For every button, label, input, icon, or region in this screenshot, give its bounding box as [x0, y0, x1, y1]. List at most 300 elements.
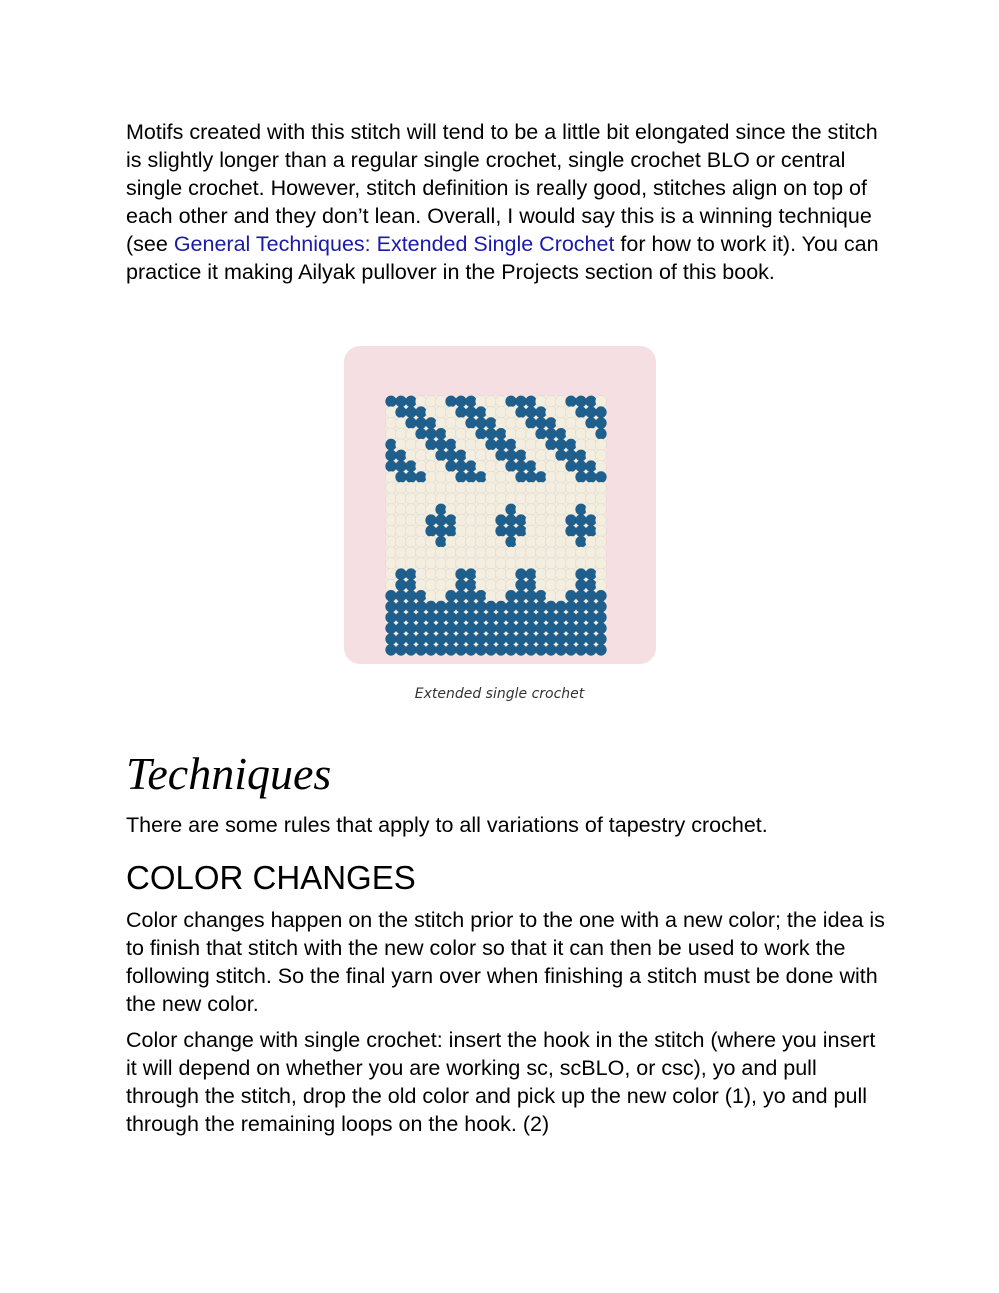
swatch-stitch — [565, 525, 576, 537]
swatch-stitch — [445, 450, 456, 462]
swatch-stitch — [385, 514, 396, 526]
swatch-stitch — [465, 644, 476, 656]
swatch-stitch — [515, 514, 526, 526]
swatch-stitch — [575, 525, 586, 537]
swatch-stitch — [455, 514, 466, 526]
swatch-stitch — [485, 644, 496, 656]
swatch-stitch — [515, 590, 526, 602]
swatch-stitch — [565, 622, 576, 634]
swatch-stitch — [575, 590, 586, 602]
swatch-stitch — [455, 460, 466, 472]
swatch-stitch — [555, 633, 566, 645]
swatch-stitch — [545, 493, 556, 505]
swatch-stitch — [505, 579, 516, 591]
swatch-stitch — [485, 417, 496, 429]
swatch-stitch — [595, 514, 606, 526]
swatch-stitch — [385, 590, 396, 602]
swatch-stitch — [425, 482, 436, 494]
swatch-stitch — [405, 514, 416, 526]
swatch-stitch — [545, 590, 556, 602]
swatch-stitch — [425, 633, 436, 645]
swatch-stitch — [455, 568, 466, 580]
swatch-stitch — [455, 590, 466, 602]
swatch-stitch — [575, 493, 586, 505]
swatch-stitch — [465, 514, 476, 526]
swatch-stitch — [595, 450, 606, 462]
swatch-stitch — [395, 406, 406, 418]
swatch-stitch — [475, 644, 486, 656]
swatch-stitch — [455, 558, 466, 570]
swatch-stitch — [585, 612, 596, 624]
swatch-stitch — [465, 547, 476, 559]
swatch-stitch — [575, 558, 586, 570]
swatch-stitch — [495, 547, 506, 559]
swatch-stitch — [565, 644, 576, 656]
swatch-stitch — [565, 612, 576, 624]
figure-caption: Extended single crochet — [414, 686, 585, 702]
swatch-stitch — [535, 406, 546, 418]
swatch-stitch — [555, 417, 566, 429]
swatch-stitch — [435, 612, 446, 624]
swatch-stitch — [585, 633, 596, 645]
section-intro: There are some rules that apply to all variations of tapestry crochet. — [126, 813, 768, 837]
swatch-stitch — [555, 514, 566, 526]
swatch-stitch — [555, 644, 566, 656]
swatch-stitch — [475, 547, 486, 559]
swatch-stitch — [485, 525, 496, 537]
swatch-stitch — [565, 514, 576, 526]
swatch-stitch — [475, 579, 486, 591]
swatch-stitch — [495, 568, 506, 580]
swatch-stitch — [555, 547, 566, 559]
swatch-stitch — [465, 504, 476, 516]
swatch-stitch — [395, 514, 406, 526]
swatch-stitch — [435, 439, 446, 451]
swatch-stitch — [555, 493, 566, 505]
swatch-stitch — [415, 417, 426, 429]
swatch-stitch — [425, 558, 436, 570]
swatch-stitch — [515, 460, 526, 472]
swatch-stitch — [395, 622, 406, 634]
swatch-stitch — [425, 579, 436, 591]
swatch-stitch — [455, 417, 466, 429]
general-techniques-link[interactable]: General Techniques: Extended Single Crochet — [173, 232, 615, 256]
swatch-stitch — [585, 525, 596, 537]
swatch-stitch — [405, 471, 416, 483]
swatch-stitch — [595, 428, 606, 440]
swatch-stitch — [465, 601, 476, 613]
swatch-stitch — [425, 536, 436, 548]
swatch-stitch — [525, 601, 536, 613]
swatch-stitch — [445, 493, 456, 505]
swatch-stitch — [465, 396, 476, 408]
swatch-stitch — [475, 568, 486, 580]
swatch-stitch — [425, 568, 436, 580]
swatch-stitch — [455, 396, 466, 408]
swatch-stitch — [565, 471, 576, 483]
swatch-stitch — [405, 428, 416, 440]
swatch-stitch — [575, 622, 586, 634]
swatch-stitch — [475, 612, 486, 624]
swatch-stitch — [585, 579, 596, 591]
swatch-stitch — [425, 622, 436, 634]
swatch-stitch — [535, 428, 546, 440]
swatch-stitch — [445, 471, 456, 483]
swatch-stitch — [555, 590, 566, 602]
swatch-stitch — [595, 406, 606, 418]
swatch-stitch — [565, 417, 576, 429]
swatch-stitch — [435, 601, 446, 613]
swatch-stitch — [525, 493, 536, 505]
swatch-stitch — [485, 406, 496, 418]
swatch-stitch — [385, 460, 396, 472]
swatch-stitch — [535, 525, 546, 537]
swatch-stitch — [485, 601, 496, 613]
swatch-stitch — [505, 471, 516, 483]
swatch-stitch — [495, 482, 506, 494]
swatch-stitch — [545, 547, 556, 559]
swatch-stitch — [395, 428, 406, 440]
swatch-stitch — [505, 482, 516, 494]
swatch-stitch — [545, 601, 556, 613]
swatch-stitch — [585, 428, 596, 440]
swatch-stitch — [585, 644, 596, 656]
swatch-stitch — [525, 622, 536, 634]
swatch-stitch — [485, 568, 496, 580]
swatch-stitch — [535, 417, 546, 429]
swatch-stitch — [455, 471, 466, 483]
swatch-stitch — [465, 471, 476, 483]
swatch-stitch — [455, 612, 466, 624]
swatch-stitch — [405, 525, 416, 537]
swatch-stitch — [595, 471, 606, 483]
swatch-stitch — [525, 471, 536, 483]
swatch-stitch — [485, 493, 496, 505]
swatch-stitch — [525, 514, 536, 526]
intro-paragraph — [126, 118, 886, 286]
swatch-stitch — [385, 439, 396, 451]
swatch-stitch — [545, 504, 556, 516]
swatch-stitch — [415, 450, 426, 462]
swatch-stitch — [545, 525, 556, 537]
swatch-stitch — [565, 579, 576, 591]
swatch-stitch — [385, 633, 396, 645]
swatch-stitch — [595, 482, 606, 494]
color-changes-paragraph-1: Color changes happen on the stitch prior to the one with a new color; the idea is to finish that stitch with the new color so that it can then be used to work the following stitch. So the final yarn over when finishing a stitch must be done with the new color. — [126, 908, 885, 1016]
swatch-stitch — [515, 406, 526, 418]
swatch-stitch — [405, 547, 416, 559]
swatch-stitch — [435, 406, 446, 418]
swatch-stitch — [425, 471, 436, 483]
swatch-stitch — [595, 622, 606, 634]
swatch-stitch — [405, 439, 416, 451]
swatch-stitch — [525, 460, 536, 472]
swatch-stitch — [405, 482, 416, 494]
swatch-stitch — [445, 644, 456, 656]
swatch-stitch — [395, 633, 406, 645]
swatch-stitch — [585, 536, 596, 548]
swatch-stitch — [425, 514, 436, 526]
swatch-stitch — [515, 601, 526, 613]
swatch-stitch — [555, 612, 566, 624]
swatch-stitch — [415, 471, 426, 483]
swatch-stitch — [435, 514, 446, 526]
swatch-stitch — [555, 396, 566, 408]
swatch-stitch — [405, 568, 416, 580]
swatch-stitch — [595, 504, 606, 516]
swatch-stitch — [485, 471, 496, 483]
swatch-stitch — [465, 482, 476, 494]
swatch-stitch — [545, 471, 556, 483]
swatch-stitch — [595, 590, 606, 602]
swatch-stitch — [415, 439, 426, 451]
swatch-stitch — [445, 568, 456, 580]
swatch-stitch — [575, 482, 586, 494]
swatch-stitch — [405, 644, 416, 656]
swatch-stitch — [465, 450, 476, 462]
swatch-stitch — [405, 622, 416, 634]
swatch-stitch — [585, 558, 596, 570]
swatch-stitch — [435, 428, 446, 440]
swatch-stitch — [385, 547, 396, 559]
swatch-stitch — [405, 633, 416, 645]
swatch-stitch — [435, 547, 446, 559]
swatch-stitch — [595, 396, 606, 408]
swatch-stitch — [415, 579, 426, 591]
swatch-stitch — [475, 428, 486, 440]
swatch-stitch — [435, 417, 446, 429]
swatch-stitch — [565, 558, 576, 570]
swatch-stitch — [505, 406, 516, 418]
swatch-stitch — [425, 504, 436, 516]
swatch-stitch — [535, 439, 546, 451]
swatch-stitch — [405, 558, 416, 570]
swatch-stitch — [515, 450, 526, 462]
swatch-stitch — [495, 406, 506, 418]
swatch-stitch — [445, 396, 456, 408]
swatch-stitch — [505, 568, 516, 580]
swatch-stitch — [525, 396, 536, 408]
swatch-stitch — [515, 525, 526, 537]
swatch-stitch — [565, 460, 576, 472]
swatch-stitch — [485, 396, 496, 408]
swatch-stitch — [395, 644, 406, 656]
swatch-stitch — [425, 439, 436, 451]
swatch-stitch — [545, 514, 556, 526]
swatch-stitch — [455, 450, 466, 462]
swatch-stitch — [455, 482, 466, 494]
swatch-stitch — [495, 525, 506, 537]
swatch-stitch — [535, 644, 546, 656]
swatch-stitch — [555, 406, 566, 418]
swatch-stitch — [595, 460, 606, 472]
swatch-stitch — [395, 439, 406, 451]
swatch-stitch — [415, 612, 426, 624]
swatch-stitch — [495, 439, 506, 451]
swatch-stitch — [555, 525, 566, 537]
swatch-stitch — [525, 633, 536, 645]
swatch-stitch — [405, 536, 416, 548]
swatch-stitch — [465, 536, 476, 548]
swatch-stitch — [445, 579, 456, 591]
swatch-stitch — [385, 644, 396, 656]
swatch-stitch — [495, 417, 506, 429]
swatch-stitch — [535, 504, 546, 516]
swatch-stitch — [515, 493, 526, 505]
swatch-stitch — [555, 439, 566, 451]
swatch-stitch — [425, 644, 436, 656]
swatch-stitch — [475, 396, 486, 408]
swatch-stitch — [545, 622, 556, 634]
swatch-stitch — [385, 493, 396, 505]
swatch-stitch — [435, 633, 446, 645]
swatch-stitch — [525, 417, 536, 429]
swatch-stitch — [495, 493, 506, 505]
swatch-stitch — [525, 547, 536, 559]
swatch-stitch — [475, 493, 486, 505]
swatch-stitch — [405, 406, 416, 418]
swatch-stitch — [495, 471, 506, 483]
swatch-stitch — [595, 612, 606, 624]
swatch-stitch — [545, 644, 556, 656]
swatch-stitch — [495, 460, 506, 472]
swatch-stitch — [415, 525, 426, 537]
swatch-stitch — [465, 622, 476, 634]
swatch-stitch — [575, 514, 586, 526]
swatch-stitch — [425, 493, 436, 505]
swatch-stitch — [535, 514, 546, 526]
swatch-stitch — [425, 406, 436, 418]
swatch-stitch — [385, 558, 396, 570]
swatch-stitch — [595, 417, 606, 429]
swatch-stitch — [505, 514, 516, 526]
swatch-stitch — [525, 612, 536, 624]
swatch-stitch — [415, 644, 426, 656]
swatch-stitch — [435, 460, 446, 472]
swatch-stitch — [445, 622, 456, 634]
swatch-stitch — [595, 536, 606, 548]
swatch-stitch — [485, 514, 496, 526]
swatch-stitch — [555, 450, 566, 462]
swatch-stitch — [395, 482, 406, 494]
swatch-stitch — [445, 590, 456, 602]
swatch-stitch — [485, 482, 496, 494]
swatch-stitch — [445, 633, 456, 645]
swatch-stitch — [385, 568, 396, 580]
swatch-stitch — [475, 536, 486, 548]
swatch-stitch — [555, 536, 566, 548]
swatch-stitch — [575, 579, 586, 591]
swatch-stitch — [505, 439, 516, 451]
swatch-stitch — [485, 590, 496, 602]
swatch-stitch — [505, 547, 516, 559]
swatch-stitch — [465, 590, 476, 602]
swatch-stitch — [565, 482, 576, 494]
swatch-stitch — [485, 547, 496, 559]
swatch-stitch — [435, 493, 446, 505]
swatch-stitch — [395, 417, 406, 429]
swatch-stitch — [505, 644, 516, 656]
intro-text-after-link: for how to work it). You can practice it making Ailyak pullover in the Projects section of this book. — [126, 232, 879, 284]
swatch-stitch — [565, 536, 576, 548]
swatch-stitch — [525, 568, 536, 580]
swatch-stitch — [465, 568, 476, 580]
swatch-stitch — [515, 428, 526, 440]
swatch-stitch — [435, 396, 446, 408]
swatch-stitch — [485, 536, 496, 548]
swatch-stitch — [595, 493, 606, 505]
swatch-stitch — [395, 471, 406, 483]
swatch-stitch — [585, 439, 596, 451]
swatch-stitch — [415, 428, 426, 440]
swatch-stitch — [465, 439, 476, 451]
swatch-stitch — [575, 612, 586, 624]
swatch-stitch — [385, 471, 396, 483]
swatch-stitch — [465, 633, 476, 645]
swatch-stitch — [495, 396, 506, 408]
swatch-stitch — [475, 460, 486, 472]
swatch-stitch — [395, 450, 406, 462]
swatch-stitch — [385, 612, 396, 624]
swatch-stitch — [515, 547, 526, 559]
swatch-stitch — [585, 514, 596, 526]
swatch-stitch — [425, 590, 436, 602]
swatch-stitch — [505, 428, 516, 440]
swatch-stitch — [475, 471, 486, 483]
swatch-stitch — [415, 514, 426, 526]
swatch-stitch — [535, 471, 546, 483]
swatch-stitch — [425, 547, 436, 559]
swatch-stitch — [425, 612, 436, 624]
swatch-stitch — [405, 396, 416, 408]
swatch-stitch — [545, 633, 556, 645]
swatch-stitch — [515, 568, 526, 580]
swatch-stitch — [525, 525, 536, 537]
swatch-stitch — [525, 482, 536, 494]
swatch-stitch — [545, 396, 556, 408]
swatch-stitch — [465, 493, 476, 505]
swatch-stitch — [485, 439, 496, 451]
swatch-stitch — [495, 504, 506, 516]
swatch-stitch — [515, 579, 526, 591]
swatch-stitch — [505, 396, 516, 408]
swatch-stitch — [495, 450, 506, 462]
swatch-stitch — [555, 622, 566, 634]
swatch-stitch — [535, 601, 546, 613]
swatch-stitch — [415, 547, 426, 559]
swatch-stitch — [425, 525, 436, 537]
swatch-stitch — [395, 579, 406, 591]
swatch-stitch — [415, 460, 426, 472]
swatch-stitch — [395, 536, 406, 548]
swatch-stitch — [455, 601, 466, 613]
swatch-stitch — [515, 439, 526, 451]
swatch-stitch — [575, 396, 586, 408]
swatch-stitch — [395, 558, 406, 570]
swatch-stitch — [445, 504, 456, 516]
swatch-stitch — [485, 428, 496, 440]
swatch-stitch — [505, 558, 516, 570]
swatch-stitch — [415, 568, 426, 580]
swatch-stitch — [475, 514, 486, 526]
swatch-stitch — [595, 633, 606, 645]
swatch-stitch — [515, 396, 526, 408]
swatch-stitch — [565, 439, 576, 451]
swatch-stitch — [575, 471, 586, 483]
swatch-stitch — [585, 396, 596, 408]
swatch-stitch — [535, 590, 546, 602]
swatch-stitch — [545, 417, 556, 429]
